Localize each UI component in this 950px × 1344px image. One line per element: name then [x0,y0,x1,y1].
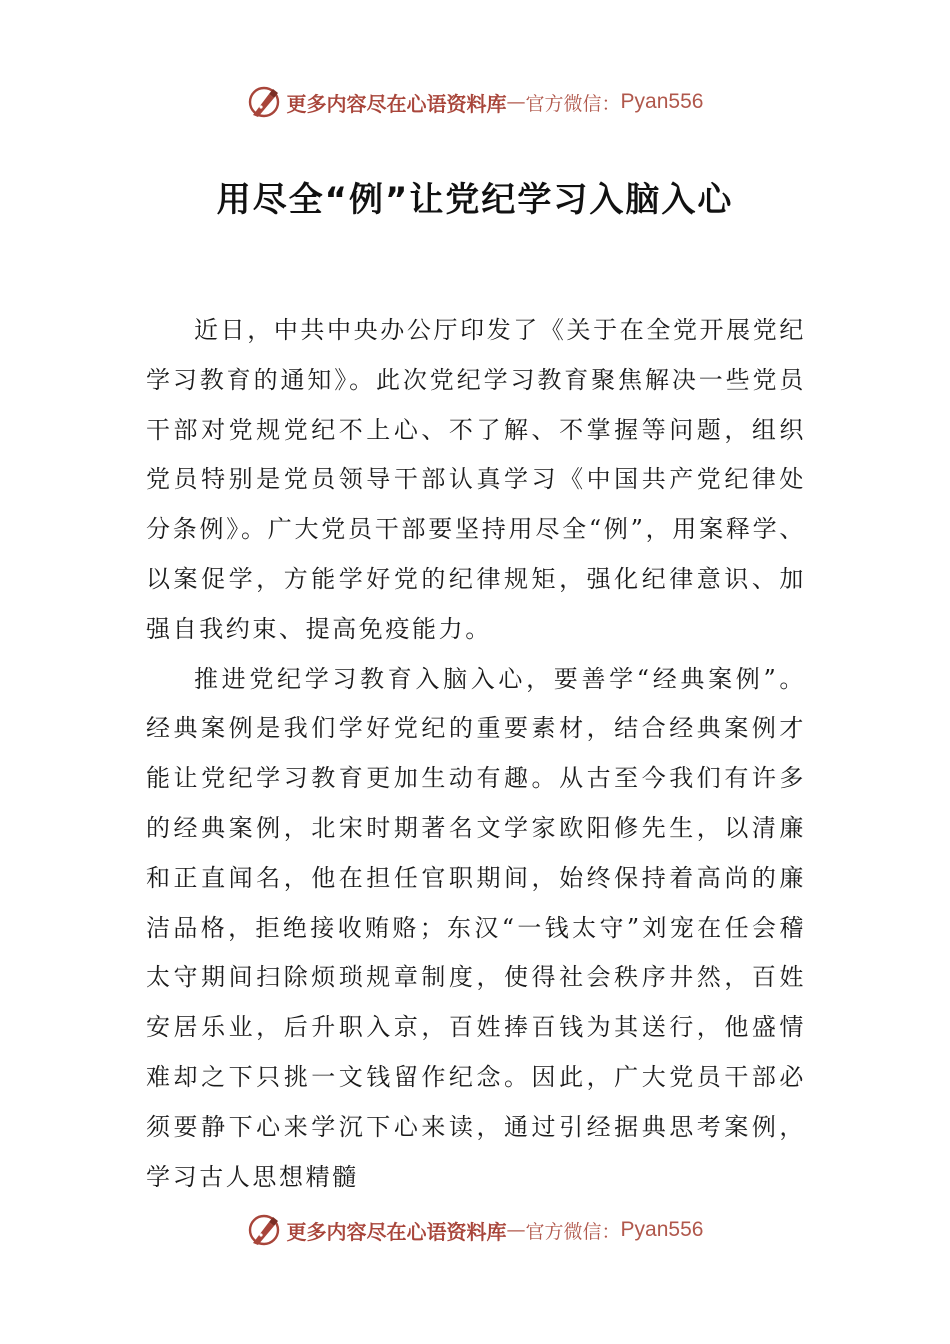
banner-dash: — [506,1219,526,1241]
banner-wechat-id: Pyan556 [620,90,704,113]
document-body [146,306,806,1202]
banner-wechat-id: Pyan556 [620,1218,704,1241]
paragraph-1: 近日，中共中央办公厅印发了《关于在全党开展党纪学习教育的通知》。此次党纪学习教育聚焦解决一些党员干部对党规党纪不上心、不了解、不掌握等问题，组织党员特别是党员领导干部认真学习《中国共产党纪律处分条例》。广大党员干部要坚持用尽全“例”，用案释学、以案促学，方能学好党的纪律规矩，强化纪律意识、加强自我约束、提高免疫能力。 [146,316,806,643]
document-title: 用尽全“例”让党纪学习入脑入心 [216,180,734,220]
footer-watermark-banner [0,1210,950,1250]
banner-wechat-label: 官方微信： [525,92,621,115]
pen-nib-logo-icon [247,85,281,119]
banner-dash: — [506,91,526,113]
banner-main-text: 更多内容尽在心语资料库 [286,91,507,116]
header-watermark-banner [0,82,950,122]
paragraph-2: 推进党纪学习教育入脑入心，要善学“经典案例”。经典案例是我们学好党纪的重要素材，结合经典案例才能让党纪学习教育更加生动有趣。从古至今我们有许多的经典案例，北宋时期著名文学家欧阳修先生，以清廉和正直闻名，他在担任官职期间，始终保持着高尚的廉洁品格，拒绝接收贿赂；东汉“一钱太守”刘宠在任会稽太守期间扫除烦琐规章制度，使得社会秩序井然，百姓安居乐业，后升职入京，百姓捧百钱为其送行，他盛情难却之下只挑一文钱留作纪念。因此，广大党员干部必须要静下心来学沉下心来读，通过引经据典思考案例，学习古人思想精髓 [146,664,806,1191]
banner-wechat-label: 官方微信： [525,1220,621,1243]
pen-nib-logo-icon [247,1213,281,1247]
banner-main-text: 更多内容尽在心语资料库 [286,1219,507,1244]
